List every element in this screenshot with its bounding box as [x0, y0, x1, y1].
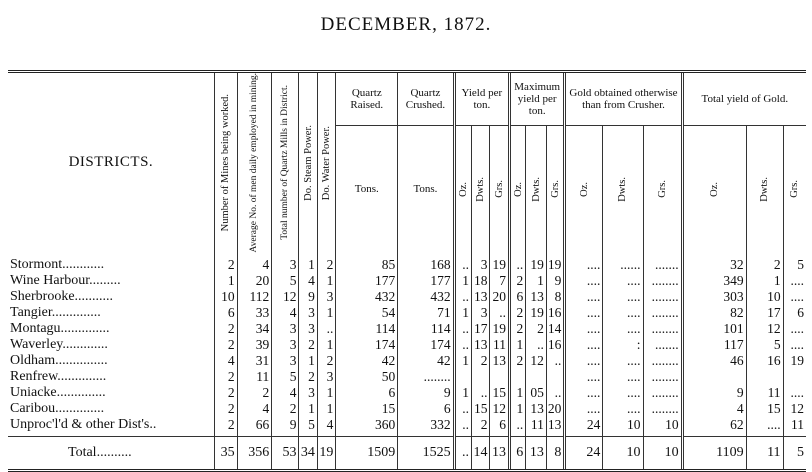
table-cell: 117: [682, 337, 746, 353]
table-cell: 5: [272, 273, 299, 289]
total-cell: 13: [490, 436, 510, 470]
table-cell: 15: [746, 401, 783, 417]
table-cell: 1: [317, 305, 335, 321]
table-cell: 2: [214, 253, 237, 273]
table-cell: 12: [746, 321, 783, 337]
table-cell: 11: [490, 337, 510, 353]
table-cell: 2: [272, 401, 299, 417]
table-cell: 12: [490, 401, 510, 417]
table-cell: 3: [472, 253, 490, 273]
table-cell: 12: [526, 353, 547, 369]
table-cell: ....: [565, 337, 603, 353]
total-cell: ..: [454, 436, 471, 470]
total-cell: 13: [526, 436, 547, 470]
table-cell: [682, 369, 746, 385]
other-grs-header: Grs.: [643, 126, 682, 253]
total-cell: 1509: [336, 436, 398, 470]
district-name: Uniacke..............: [10, 384, 106, 400]
table-cell: 3: [299, 305, 317, 321]
table-cell: ..: [454, 337, 471, 353]
table-cell: .......: [643, 337, 682, 353]
table-cell: ....: [565, 353, 603, 369]
steam-header: Do. Steam Power.: [299, 72, 317, 253]
table-cell: 2: [317, 353, 335, 369]
table-cell: 5: [299, 417, 317, 437]
table-cell: ..: [546, 385, 564, 401]
district-name: Caribou..............: [10, 400, 105, 416]
table-cell: 6: [336, 385, 398, 401]
table-cell: 1: [317, 273, 335, 289]
max-yield-header: Maximum yield per ton.: [510, 72, 565, 126]
other-dwts-header: Dwts.: [603, 126, 643, 253]
table-cell: 3: [472, 305, 490, 321]
table-cell: 17: [472, 321, 490, 337]
table-cell: [526, 369, 547, 385]
table-cell: 12: [783, 401, 806, 417]
table-cell: 3: [299, 321, 317, 337]
table-cell: 3: [272, 321, 299, 337]
table-cell: ........: [643, 369, 682, 385]
table-cell: .......: [643, 253, 682, 273]
table-cell: 2: [214, 369, 237, 385]
total-cell: 53: [272, 436, 299, 470]
table-cell: ....: [783, 289, 806, 305]
table-cell: 33: [237, 305, 272, 321]
total-grs-header: Grs.: [783, 126, 806, 253]
table-cell: 9: [682, 385, 746, 401]
total-row: [8, 436, 806, 470]
table-cell: ....: [783, 337, 806, 353]
table-cell: ..: [454, 289, 471, 305]
table-cell: 13: [526, 289, 547, 305]
table-cell: ..: [546, 353, 564, 369]
table-cell: 2: [237, 385, 272, 401]
table-cell: 3: [317, 369, 335, 385]
total-cell: 10: [603, 436, 643, 470]
table-cell: 303: [682, 289, 746, 305]
table-cell: 349: [682, 273, 746, 289]
table-cell: 112: [237, 289, 272, 305]
table-cell: 42: [398, 353, 454, 369]
table-cell: 5: [272, 369, 299, 385]
table-cell: 10: [603, 417, 643, 437]
max-dwts-header: Dwts.: [526, 126, 547, 253]
table-cell: 24: [565, 417, 603, 437]
table-cell: 05: [526, 385, 547, 401]
table-cell: 1: [510, 337, 526, 353]
gold-other-header: Gold obtained otherwise than from Crusher.: [565, 72, 682, 126]
raised-header: Quartz Raised.: [336, 72, 398, 126]
total-cell: 1109: [682, 436, 746, 470]
table-row: [8, 401, 806, 417]
table-cell: 360: [336, 417, 398, 437]
table-cell: 9: [398, 385, 454, 401]
table-cell: 4: [317, 417, 335, 437]
table-cell: 1: [454, 353, 471, 369]
table-cell: 20: [490, 289, 510, 305]
table-cell: 19: [526, 253, 547, 273]
table-cell: ........: [643, 289, 682, 305]
total-cell: 10: [643, 436, 682, 470]
table-cell: ........: [643, 401, 682, 417]
table-cell: 2: [526, 321, 547, 337]
table-cell: 2: [214, 401, 237, 417]
table-cell: 5: [746, 337, 783, 353]
table-cell: 20: [237, 273, 272, 289]
table-cell: 3: [272, 353, 299, 369]
table-row: [8, 353, 806, 369]
table-row: [8, 253, 806, 273]
table-cell: 2: [510, 305, 526, 321]
table-cell: ....: [565, 305, 603, 321]
table-cell: 4: [272, 305, 299, 321]
table-cell: 19: [783, 353, 806, 369]
table-cell: 2: [472, 417, 490, 437]
table-cell: 18: [472, 273, 490, 289]
table-cell: 1: [454, 273, 471, 289]
ypt-dwts-header: Dwts.: [472, 126, 490, 253]
total-cell: 6: [510, 436, 526, 470]
table-cell: 4: [299, 273, 317, 289]
table-cell: 66: [237, 417, 272, 437]
table-cell: ....: [603, 289, 643, 305]
mills-header: Total number of Quartz Mills in District.: [272, 72, 299, 253]
districts-header: DISTRICTS.: [8, 72, 214, 253]
table-cell: :: [603, 337, 643, 353]
total-label: Total..........: [8, 436, 214, 470]
table-cell: [490, 369, 510, 385]
table-cell: ....: [783, 385, 806, 401]
table-cell: 4: [272, 385, 299, 401]
table-cell: 174: [336, 337, 398, 353]
table-cell: ....: [565, 289, 603, 305]
table-cell: ....: [565, 273, 603, 289]
table-cell: 174: [398, 337, 454, 353]
table-cell: 3: [272, 253, 299, 273]
table-cell: ........: [643, 273, 682, 289]
table-cell: 5: [783, 253, 806, 273]
table-cell: 34: [237, 321, 272, 337]
table-cell: 14: [546, 321, 564, 337]
table-cell: 1: [214, 273, 237, 289]
table-cell: 13: [472, 289, 490, 305]
table-cell: ........: [643, 385, 682, 401]
table-cell: 16: [546, 305, 564, 321]
table-cell: ....: [603, 273, 643, 289]
table-cell: 2: [510, 273, 526, 289]
table-cell: 432: [398, 289, 454, 305]
table-cell: ..: [526, 337, 547, 353]
table-cell: 13: [526, 401, 547, 417]
table-cell: ....: [603, 401, 643, 417]
table-cell: ....: [565, 253, 603, 273]
table-cell: 4: [237, 253, 272, 273]
table-cell: 2: [299, 369, 317, 385]
table-cell: ....: [603, 369, 643, 385]
table-cell: 4: [214, 353, 237, 369]
table-cell: ..: [510, 253, 526, 273]
yield-per-ton-header: Yield per ton.: [454, 72, 509, 126]
table-cell: ....: [565, 321, 603, 337]
mines-header: Number of Mines being worked.: [214, 72, 237, 253]
table-cell: 11: [237, 369, 272, 385]
total-dwts-header: Dwts.: [746, 126, 783, 253]
table-cell: 1: [299, 353, 317, 369]
table-cell: 46: [682, 353, 746, 369]
table-cell: ....: [783, 273, 806, 289]
table-cell: 71: [398, 305, 454, 321]
table-cell: ........: [643, 353, 682, 369]
total-cell: 34: [299, 436, 317, 470]
table-cell: 12: [272, 289, 299, 305]
district-name: Stormont............: [10, 256, 105, 272]
total-cell: 5: [783, 436, 806, 470]
table-row: [8, 305, 806, 321]
table-cell: 9: [546, 273, 564, 289]
table-cell: 1: [299, 253, 317, 273]
table-cell: 32: [682, 253, 746, 273]
table-row: [8, 385, 806, 401]
table-cell: 85: [336, 253, 398, 273]
total-cell: 8: [546, 436, 564, 470]
table-cell: ........: [643, 305, 682, 321]
total-cell: 11: [746, 436, 783, 470]
table-cell: ........: [398, 369, 454, 385]
table-cell: ....: [603, 385, 643, 401]
total-cell: 35: [214, 436, 237, 470]
table-cell: 6: [510, 289, 526, 305]
table-cell: 3: [299, 385, 317, 401]
table-cell: 13: [546, 417, 564, 437]
table-cell: 6: [490, 417, 510, 437]
table-cell: 1: [317, 337, 335, 353]
table-cell: 4: [237, 401, 272, 417]
table-row: [8, 369, 806, 385]
table-cell: 42: [336, 353, 398, 369]
table-cell: 82: [682, 305, 746, 321]
table-cell: 177: [398, 273, 454, 289]
table-cell: 2: [214, 385, 237, 401]
table-cell: 19: [526, 305, 547, 321]
water-header: Do. Water Power.: [317, 72, 335, 253]
table-row: [8, 417, 806, 437]
table-cell: 6: [398, 401, 454, 417]
table-cell: 114: [336, 321, 398, 337]
table-cell: 10: [643, 417, 682, 437]
table-cell: [454, 369, 471, 385]
table-cell: ..: [454, 321, 471, 337]
max-grs-header: Grs.: [546, 126, 564, 253]
table-cell: 11: [746, 385, 783, 401]
table-cell: 16: [546, 337, 564, 353]
table-cell: ....: [746, 417, 783, 437]
district-name: Tangier..............: [10, 304, 101, 320]
table-cell: 19: [490, 253, 510, 273]
table-cell: 10: [214, 289, 237, 305]
table-row: [8, 289, 806, 305]
table-cell: 1: [526, 273, 547, 289]
table-cell: 1: [454, 305, 471, 321]
crushed-header: Quartz Crushed.: [398, 72, 454, 126]
table-cell: 2: [472, 353, 490, 369]
table-cell: 1: [454, 385, 471, 401]
table-cell: 11: [783, 417, 806, 437]
total-cell: 24: [565, 436, 603, 470]
men-header: Average No. of men daily employed in mining.: [237, 72, 272, 253]
total-oz-header: Oz.: [682, 126, 746, 253]
table-cell: 39: [237, 337, 272, 353]
table-cell: [746, 369, 783, 385]
table-cell: 1: [510, 385, 526, 401]
table-cell: 31: [237, 353, 272, 369]
table-cell: 15: [490, 385, 510, 401]
table-cell: 101: [682, 321, 746, 337]
table-cell: 17: [746, 305, 783, 321]
table-cell: 1: [510, 401, 526, 417]
table-cell: ..: [454, 253, 471, 273]
table-cell: 2: [317, 253, 335, 273]
table-cell: 2: [214, 417, 237, 437]
table-cell: 6: [214, 305, 237, 321]
table-cell: 11: [526, 417, 547, 437]
table-cell: [546, 369, 564, 385]
table-cell: 50: [336, 369, 398, 385]
table-cell: 13: [472, 337, 490, 353]
table-cell: ....: [565, 401, 603, 417]
table-cell: ....: [603, 353, 643, 369]
table-cell: 19: [546, 253, 564, 273]
table-cell: 177: [336, 273, 398, 289]
table-cell: 15: [336, 401, 398, 417]
table-cell: 2: [746, 253, 783, 273]
returns-table: [8, 70, 806, 472]
table-cell: 2: [299, 337, 317, 353]
district-name: Montagu..............: [10, 320, 110, 336]
table-cell: 1: [317, 385, 335, 401]
table-cell: 7: [490, 273, 510, 289]
total-cell: 1525: [398, 436, 454, 470]
district-name: Unproc'l'd & other Dist's..: [8, 417, 214, 437]
table-cell: 2: [510, 353, 526, 369]
table-cell: 3: [272, 337, 299, 353]
max-oz-header: Oz.: [510, 126, 526, 253]
table-cell: 168: [398, 253, 454, 273]
table-cell: ..: [454, 417, 471, 437]
table-cell: [472, 369, 490, 385]
total-yield-header: Total yield of Gold.: [682, 72, 806, 126]
table-cell: 10: [746, 289, 783, 305]
crushed-tons-header: Tons.: [398, 126, 454, 253]
table-cell: [510, 369, 526, 385]
table-cell: [783, 369, 806, 385]
table-cell: ......: [603, 253, 643, 273]
table-cell: 8: [546, 289, 564, 305]
total-cell: 356: [237, 436, 272, 470]
page-title: DECEMBER, 1872.: [320, 14, 492, 35]
total-cell: 14: [472, 436, 490, 470]
table-cell: 9: [299, 289, 317, 305]
table-cell: 9: [272, 417, 299, 437]
table-cell: 2: [214, 337, 237, 353]
district-name: Wine Harbour.........: [10, 272, 121, 288]
table-cell: 1: [317, 401, 335, 417]
district-name: Sherbrooke...........: [10, 288, 114, 304]
table-cell: 13: [490, 353, 510, 369]
table-cell: 332: [398, 417, 454, 437]
table-cell: 54: [336, 305, 398, 321]
table-cell: ..: [510, 417, 526, 437]
raised-tons-header: Tons.: [336, 126, 398, 253]
table-cell: 15: [472, 401, 490, 417]
table-row: [8, 273, 806, 289]
table-cell: 20: [546, 401, 564, 417]
table-cell: 16: [746, 353, 783, 369]
table-cell: ..: [454, 401, 471, 417]
table-cell: 114: [398, 321, 454, 337]
table-cell: ..: [472, 385, 490, 401]
table-cell: ........: [643, 321, 682, 337]
district-name: Waverley.............: [10, 336, 108, 352]
table-cell: ....: [603, 321, 643, 337]
table-cell: 6: [783, 305, 806, 321]
table-cell: 432: [336, 289, 398, 305]
ypt-grs-header: Grs.: [490, 126, 510, 253]
table-cell: 4: [682, 401, 746, 417]
table-cell: ....: [565, 369, 603, 385]
table-cell: 1: [299, 401, 317, 417]
table-cell: 3: [317, 289, 335, 305]
table-cell: 19: [490, 321, 510, 337]
table-cell: ....: [603, 305, 643, 321]
table-row: [8, 337, 806, 353]
table-cell: ....: [565, 385, 603, 401]
table-cell: ....: [783, 321, 806, 337]
table-cell: 2: [214, 321, 237, 337]
table-cell: 1: [746, 273, 783, 289]
ypt-oz-header: Oz.: [454, 126, 471, 253]
district-name: Oldham...............: [10, 352, 108, 368]
table-row: [8, 321, 806, 337]
table-cell: 62: [682, 417, 746, 437]
table-cell: ..: [490, 305, 510, 321]
other-oz-header: Oz.: [565, 126, 603, 253]
table-cell: ..: [317, 321, 335, 337]
district-name: Renfrew..............: [10, 368, 107, 384]
table-cell: 2: [510, 321, 526, 337]
total-cell: 19: [317, 436, 335, 470]
